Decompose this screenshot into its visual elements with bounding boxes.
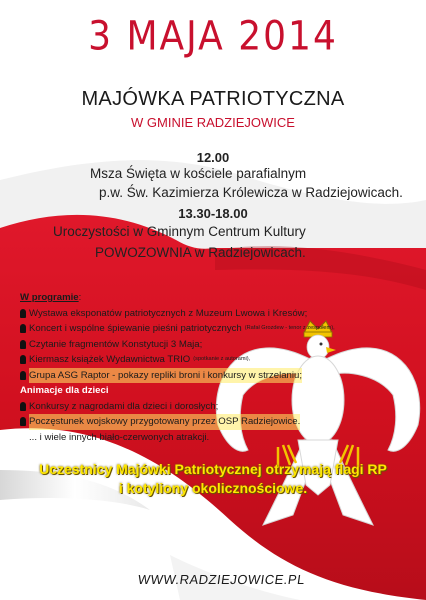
organizers-heading: Organizatorzy: bbox=[8, 520, 53, 527]
program-item bbox=[20, 368, 420, 384]
organizer-item: Świetlica Socjoterapeutyczna w Radziejowicach bbox=[8, 564, 144, 571]
event-mass-line2: p.w. Św. Kazimierza Królewicza w Radziejowicach. bbox=[99, 185, 403, 200]
program-item-text: Kiermasz książek Wydawnictwa TRIO bbox=[29, 354, 191, 365]
event-name: MAJÓWKA PATRIOTYCZNA bbox=[81, 88, 345, 110]
map-pin-icon bbox=[20, 309, 26, 318]
kids-item bbox=[20, 399, 420, 415]
program-item bbox=[20, 306, 420, 322]
organizer-item: Gmina Radziejowice bbox=[8, 531, 67, 538]
kids-heading-text: Animacje dla dzieci bbox=[20, 385, 109, 396]
participants-banner bbox=[0, 460, 426, 498]
event-mass-line1: Msza Święta w kościele parafialnym bbox=[90, 166, 307, 181]
banner-line2: i kotyliony okolicznościowe. bbox=[118, 480, 308, 496]
kids-item-text: Poczęstunek wojskowy przygotowany przez OSP Radziejowice. bbox=[29, 414, 300, 430]
event-time-mass: 12.00 bbox=[196, 150, 230, 165]
event-location: W GMINIE RADZIEJOWICE bbox=[131, 115, 295, 130]
event-date-title: 3 MAJA 2014 bbox=[88, 13, 338, 60]
program-item-text: Czytanie fragmentów Konstytucji 3 Maja; bbox=[29, 338, 203, 350]
map-pin-icon bbox=[20, 417, 26, 426]
program-item-note: (Rafał Grozdew - tenor z zespołem), bbox=[244, 325, 335, 331]
map-pin-icon bbox=[20, 340, 26, 349]
program-item-text: Koncert i wspólne śpiewanie pieśni patriotycznych bbox=[29, 323, 242, 334]
kids-heading bbox=[20, 383, 420, 399]
event-time-celebration: 13.30-18.00 bbox=[178, 206, 248, 221]
organizer-item: OSP Radziejowice bbox=[8, 575, 61, 582]
program-item-text: Wystawa eksponatów patriotycznych z Muzeum Lwowa i Kresów; bbox=[29, 307, 308, 319]
program-item bbox=[20, 352, 420, 368]
program-heading bbox=[20, 290, 420, 306]
map-pin-icon bbox=[20, 355, 26, 364]
map-pin-icon bbox=[20, 371, 26, 380]
event-celebration-line2: POWOZOWNIA w Radziejowicach. bbox=[95, 245, 306, 260]
program-item bbox=[20, 337, 420, 353]
banner-line1: Uczestnicy Majówki Patriotycznej otrzymają flagi RP bbox=[39, 461, 387, 477]
kids-item bbox=[20, 414, 420, 430]
kids-item bbox=[20, 430, 420, 446]
event-celebration-line1: Uroczystości w Gminnym Centrum Kultury bbox=[53, 224, 306, 239]
program-list bbox=[20, 290, 420, 445]
map-pin-icon bbox=[20, 324, 26, 333]
kids-item-text: ... i wiele innych biało-czerwonych atrakcji. bbox=[29, 431, 210, 443]
website-link[interactable]: WWW.RADZIEJOWICE.PL bbox=[136, 572, 307, 587]
program-item-text: Grupa ASG Raptor - pokazy repliki broni i konkursy w strzelaniu; bbox=[29, 368, 302, 384]
map-pin-icon bbox=[20, 402, 26, 411]
program-heading-text: W programie bbox=[20, 292, 79, 303]
program-heading-suffix: : bbox=[78, 292, 82, 303]
program-item bbox=[20, 321, 420, 337]
organizer-item: Gminna Biblioteka Publiczna w Radziejowicach bbox=[8, 553, 142, 560]
kids-item-text: Konkursy z nagrodami dla dzieci i dorosłych; bbox=[29, 400, 219, 412]
program-item-note: (spotkanie z autorami), bbox=[193, 356, 251, 362]
organizer-item: GCK POWOZOWNIA w Radziejowicach bbox=[8, 542, 122, 549]
organizers-block bbox=[8, 518, 144, 584]
